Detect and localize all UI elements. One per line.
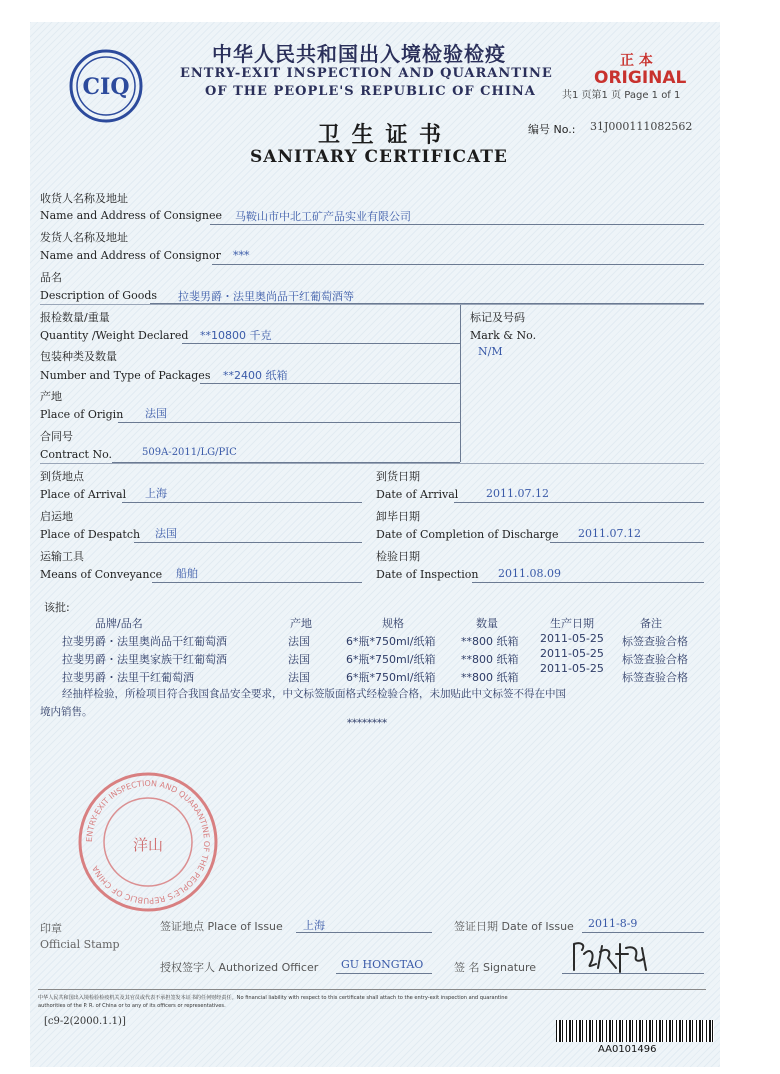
original-mark-en: ORIGINAL: [594, 68, 687, 88]
despatch-label-en: Place of Despatch: [40, 528, 141, 541]
arrival-place-label-cn: 到货地点: [40, 470, 84, 483]
consignee-value: 马鞍山市中北工矿产品实业有限公司: [235, 210, 411, 223]
divider: [200, 383, 460, 384]
title-cn: 卫 生 证 书: [318, 123, 443, 148]
divider: [40, 304, 704, 305]
discharge-label-cn: 卸毕日期: [376, 510, 420, 523]
quantity-label-cn: 报检数量/重量: [40, 311, 110, 324]
mark-label-cn: 标记及号码: [470, 311, 525, 324]
goods-label-en: Description of Goods: [40, 289, 158, 302]
conveyance-label-en: Means of Conveyance: [40, 568, 163, 581]
contract-value: 509A-2011/LG/PIC: [142, 447, 237, 458]
divider: [550, 542, 704, 543]
arrival-date-value: 2011.07.12: [486, 487, 549, 500]
org-title-cn: 中华人民共和国出入境检验检疫: [212, 42, 506, 66]
arrival-date-label-cn: 到货日期: [376, 470, 420, 483]
consignor-label-en: Name and Address of Consignor: [40, 249, 221, 262]
table-cell: 拉斐男爵・法里奥家族干红葡萄酒: [62, 653, 227, 666]
table-header: 品牌/品名: [95, 617, 143, 630]
inspection-label-en: Date of Inspection: [376, 568, 479, 581]
quantity-label-en: Quantity /Weight Declared: [40, 329, 189, 342]
mark-label-en: Mark & No.: [470, 329, 537, 342]
table-cell: 法国: [288, 635, 310, 648]
table-cell: **800 纸箱: [461, 653, 519, 666]
packages-label-en: Number and Type of Packages: [40, 369, 211, 382]
origin-value: 法国: [145, 407, 167, 420]
barcode: [556, 1020, 714, 1042]
remark-line-1: 经抽样检验，所检项目符合我国食品安全要求，中文标签版面格式经检验合格，未加贴此中文标签不得在中国: [62, 688, 566, 700]
authorized-officer-label: 授权签字人 Authorized Officer: [160, 961, 319, 974]
footer-divider: [38, 989, 706, 990]
contract-label-cn: 合同号: [40, 430, 73, 443]
authorized-officer-value: GU HONGTAO: [341, 958, 424, 971]
official-seal: [76, 770, 220, 914]
divider: [296, 932, 432, 933]
table-header: 生产日期: [550, 617, 594, 630]
quantity-value: **10800 千克: [200, 329, 272, 342]
table-cell: **800 纸箱: [461, 635, 519, 648]
inspection-value: 2011.08.09: [498, 567, 561, 580]
table-cell: 6*瓶*750ml/纸箱: [346, 671, 436, 684]
stamp-label-cn: 印章: [40, 922, 62, 935]
divider: [182, 343, 460, 344]
consignee-label-en: Name and Address of Consignee: [40, 209, 223, 222]
conveyance-label-cn: 运输工具: [40, 550, 84, 563]
number-value: 31J000111082562: [590, 120, 693, 133]
barcode-serial: AA0101496: [598, 1044, 657, 1055]
table-cell: **800 纸箱: [461, 671, 519, 684]
original-mark-cn: 正 本: [620, 53, 653, 69]
table-cell: 法国: [288, 671, 310, 684]
page-info: 共1 页第1 页 Page 1 of 1: [562, 90, 681, 101]
divider: [122, 502, 362, 503]
mark-box-divider: [460, 304, 461, 462]
goods-label-cn: 品名: [40, 271, 62, 284]
place-of-issue-value: 上海: [303, 919, 325, 932]
approval-label: 该批:: [44, 601, 70, 614]
contract-label-en: Contract No.: [40, 448, 112, 461]
divider: [212, 264, 704, 265]
table-cell: 标签查验合格: [622, 671, 688, 684]
title-en: SANITARY CERTIFICATE: [250, 147, 508, 167]
despatch-value: 法国: [155, 527, 177, 540]
table-cell: 标签查验合格: [622, 653, 688, 666]
form-code: [c9-2(2000.1.1)]: [44, 1016, 126, 1027]
table-cell: 2011-05-25: [540, 647, 604, 660]
table-cell: 2011-05-25: [540, 662, 604, 675]
divider: [582, 932, 704, 933]
remark-stars: ********: [347, 718, 387, 729]
goods-value: 拉斐男爵・法里奥尚品干红葡萄酒等: [178, 290, 354, 303]
signature-label: 签 名 Signature: [454, 961, 537, 974]
divider: [472, 582, 704, 583]
table-cell: 拉斐男爵・法里奥尚品干红葡萄酒: [62, 635, 227, 648]
disclaimer-line-2: authorities of the P. R. of China or to any of its officers or representatives.: [38, 1003, 226, 1009]
org-title-en-2: OF THE PEOPLE'S REPUBLIC OF CHINA: [205, 84, 536, 99]
table-cell: 法国: [288, 653, 310, 666]
packages-label-cn: 包装种类及数量: [40, 350, 117, 363]
divider: [210, 224, 704, 225]
table-header: 产地: [290, 617, 312, 630]
consignor-label-cn: 发货人名称及地址: [40, 231, 128, 244]
table-cell: 6*瓶*750ml/纸箱: [346, 653, 436, 666]
arrival-place-label-en: Place of Arrival: [40, 488, 127, 501]
packages-value: **2400 纸箱: [223, 369, 288, 382]
table-cell: 标签查验合格: [622, 635, 688, 648]
origin-label-cn: 产地: [40, 390, 62, 403]
logo-text: CIQ: [82, 74, 130, 100]
divider: [134, 542, 362, 543]
mark-value: N/M: [478, 345, 503, 358]
table-cell: 6*瓶*750ml/纸箱: [346, 635, 436, 648]
table-header: 规格: [382, 617, 404, 630]
discharge-value: 2011.07.12: [578, 527, 641, 540]
place-of-issue-label: 签证地点 Place of Issue: [160, 920, 283, 933]
discharge-label-en: Date of Completion of Discharge: [376, 528, 559, 541]
despatch-label-cn: 启运地: [40, 510, 73, 523]
origin-label-en: Place of Origin: [40, 408, 124, 421]
table-cell: 拉斐男爵・法里干红葡萄酒: [62, 671, 194, 684]
divider: [118, 422, 460, 423]
table-header: 数量: [476, 617, 498, 630]
divider: [152, 582, 362, 583]
consignor-value: ***: [233, 249, 250, 262]
date-of-issue-value: 2011-8-9: [588, 917, 638, 930]
ciq-logo: [68, 48, 144, 124]
divider: [40, 463, 704, 464]
table-header: 备注: [640, 617, 662, 630]
handwritten-signature: [566, 938, 664, 978]
date-of-issue-label: 签证日期 Date of Issue: [454, 920, 574, 933]
table-cell: 2011-05-25: [540, 632, 604, 645]
disclaimer-line-1: 中华人民共和国出入境检验检疫机关及其官员或代表不承担签发本证书的任何财经责任。No financial liability with respect to this certificate shall attach to the entry-exit inspection and quarantine: [38, 995, 508, 1001]
divider: [454, 502, 704, 503]
seal-ring-text: ENTRY-EXIT INSPECTION AND QUARANTINE OF THE PEOPLE'S REPUBLIC OF CHINA: [84, 778, 212, 906]
org-title-en-1: ENTRY-EXIT INSPECTION AND QUARANTINE: [180, 66, 553, 81]
stamp-label-en: Official Stamp: [40, 938, 120, 951]
divider: [336, 973, 432, 974]
remark-line-2: 境内销售。: [40, 706, 93, 718]
number-label: 编号 No.:: [528, 123, 576, 136]
arrival-place-value: 上海: [145, 487, 167, 500]
seal-center-text: 洋山: [132, 836, 164, 854]
conveyance-value: 船舶: [176, 567, 198, 580]
arrival-date-label-en: Date of Arrival: [376, 488, 459, 501]
inspection-label-cn: 检验日期: [376, 550, 420, 563]
consignee-label-cn: 收货人名称及地址: [40, 192, 128, 205]
